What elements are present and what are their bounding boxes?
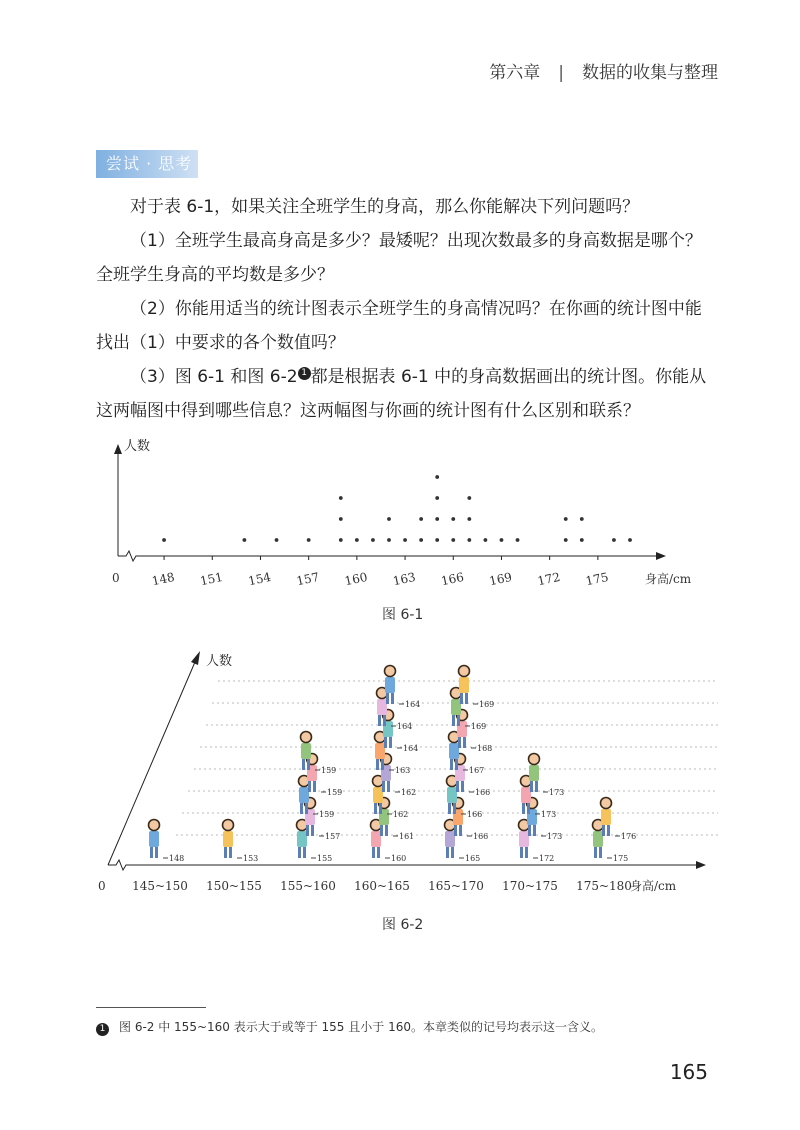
person-leg [599, 847, 602, 858]
person-leg [379, 803, 382, 814]
height-label: 176 [621, 832, 637, 841]
data-dot [435, 517, 439, 521]
person-body [299, 787, 309, 803]
person-leg [463, 737, 466, 748]
person-leg [308, 781, 311, 792]
height-label: 162 [401, 788, 417, 797]
person-leg [311, 825, 314, 836]
x-category-label: 165~170 [428, 879, 484, 893]
data-dot [419, 538, 423, 542]
person-leg [453, 803, 456, 814]
height-label: 165 [465, 854, 481, 863]
running-header [489, 58, 718, 83]
height-label: 173 [541, 810, 557, 819]
x-axis-label: 身高/cm [630, 879, 677, 893]
x-category-label: 145~150 [132, 879, 188, 893]
person-leg [451, 847, 454, 858]
origin-label: 0 [112, 571, 120, 585]
height-label: 166 [467, 810, 483, 819]
height-label: 161 [399, 832, 415, 841]
data-dot [484, 538, 488, 542]
person-leg [456, 781, 459, 792]
person-leg [387, 781, 390, 792]
person-leg [458, 737, 461, 748]
height-label: 166 [475, 788, 491, 797]
x-tick-label: 151 [198, 569, 225, 589]
height-label: 159 [321, 766, 337, 775]
person-body [375, 743, 385, 759]
x-axis-arrow [696, 861, 706, 869]
person-leg [607, 825, 610, 836]
data-dot [387, 538, 391, 542]
height-label: 166 [473, 832, 489, 841]
person-leg [302, 759, 305, 770]
person-head [149, 820, 160, 831]
person-body [377, 699, 387, 715]
height-label: 175 [613, 854, 629, 863]
person-leg [389, 737, 392, 748]
origin-label: 0 [98, 879, 106, 893]
x-category-label: 150~155 [206, 879, 262, 893]
section-tag: 尝试 · 思考 [96, 150, 198, 178]
person-head [459, 666, 470, 677]
height-label: 172 [539, 854, 555, 863]
height-label: 173 [547, 832, 563, 841]
person-leg [298, 847, 301, 858]
person-head [301, 732, 312, 743]
data-dot [451, 538, 455, 542]
person-body [297, 831, 307, 847]
height-label: 157 [325, 832, 341, 841]
person-leg [155, 847, 158, 858]
figure-6-1-dot-plot [100, 436, 700, 596]
person-leg [229, 847, 232, 858]
person-leg [381, 759, 384, 770]
footnote-divider [96, 1007, 206, 1008]
person-body [601, 809, 611, 825]
data-dot [355, 538, 359, 542]
x-tick-label: 166 [439, 569, 466, 589]
person-body [593, 831, 603, 847]
person-leg [602, 825, 605, 836]
height-label: 164 [405, 700, 421, 709]
person-leg [520, 847, 523, 858]
data-dot [307, 538, 311, 542]
person-leg [459, 825, 462, 836]
x-category-label: 155~160 [280, 879, 336, 893]
person-body [445, 831, 455, 847]
person-leg [452, 715, 455, 726]
height-label: 169 [479, 700, 495, 709]
data-dot [451, 517, 455, 521]
person-leg [385, 825, 388, 836]
person-leg [535, 781, 538, 792]
person-body [223, 831, 233, 847]
person-leg [448, 803, 451, 814]
x-axis-arrow [656, 552, 666, 560]
person-leg [530, 781, 533, 792]
height-label: 159 [319, 810, 335, 819]
height-label: 168 [477, 744, 493, 753]
person-body [371, 831, 381, 847]
question-3-start: （3）图 6-1 和图 6-2 [130, 367, 298, 387]
person-leg [450, 759, 453, 770]
person-body [385, 677, 395, 693]
person-leg [525, 847, 528, 858]
person-leg [306, 825, 309, 836]
person-leg [391, 693, 394, 704]
question-1: （1）全班学生最高身高是多少？最矮呢？出现次数最多的身高数据是哪个？全班学生身高的平均数是多少？ [96, 231, 702, 285]
data-dot [500, 538, 504, 542]
person-body [447, 787, 457, 803]
person-leg [384, 737, 387, 748]
intro-paragraph: 对于表 6-1，如果关注全班学生的身高，那么你能解决下列问题吗？ [130, 197, 640, 217]
data-dot [516, 538, 520, 542]
height-label: 164 [397, 722, 413, 731]
person-leg [527, 803, 530, 814]
footnote-marker: 1 [96, 1023, 109, 1036]
figure-6-1-caption: 图 6-1 [382, 607, 424, 623]
person-leg [305, 803, 308, 814]
person-leg [386, 693, 389, 704]
data-dot [243, 538, 247, 542]
person-leg [446, 847, 449, 858]
x-axis [118, 551, 660, 561]
footnote-ref[interactable]: 1 [298, 367, 311, 380]
person-body [301, 743, 311, 759]
height-label: 159 [327, 788, 343, 797]
data-dot [580, 538, 584, 542]
person-leg [528, 825, 531, 836]
person-leg [522, 803, 525, 814]
height-label: 163 [395, 766, 411, 775]
data-dot [467, 496, 471, 500]
person-leg [372, 847, 375, 858]
person-body [459, 677, 469, 693]
footnote-text: 图 6-2 中 155~160 表示大于或等于 155 且小于 160。本章类似的记号均表示这一含义。 [119, 1020, 603, 1034]
person-leg [455, 759, 458, 770]
x-category-label: 160~165 [354, 879, 410, 893]
person-leg [313, 781, 316, 792]
x-tick-label: 154 [246, 569, 273, 589]
person-head [385, 666, 396, 677]
person-head [601, 798, 612, 809]
data-dot [371, 538, 375, 542]
data-dot [419, 517, 423, 521]
page-number: 165 [669, 1060, 708, 1084]
person-leg [376, 759, 379, 770]
person-leg [454, 825, 457, 836]
x-tick-label: 172 [536, 569, 562, 589]
x-category-label: 170~175 [502, 879, 558, 893]
person-leg [533, 825, 536, 836]
height-label: 148 [169, 854, 185, 863]
height-label: 162 [393, 810, 409, 819]
person-body [149, 831, 159, 847]
person-leg [380, 825, 383, 836]
data-dot [387, 517, 391, 521]
y-axis-arrow [191, 651, 200, 665]
data-dot [564, 538, 568, 542]
x-tick-label: 175 [584, 569, 610, 589]
person-body [519, 831, 529, 847]
person-leg [460, 693, 463, 704]
person-leg [300, 803, 303, 814]
footnote [96, 1018, 603, 1036]
y-axis-label: 人数 [206, 654, 233, 669]
x-axis-label: 身高/cm [645, 572, 692, 586]
height-label: 169 [471, 722, 487, 731]
person-leg [374, 803, 377, 814]
person-leg [457, 715, 460, 726]
person-body [449, 743, 459, 759]
x-category-label: 175~180 [576, 879, 632, 893]
data-dot [339, 538, 343, 542]
height-label: 160 [391, 854, 407, 863]
figure-6-2-caption: 图 6-2 [382, 917, 424, 933]
data-dot [564, 517, 568, 521]
x-tick-label: 160 [343, 569, 369, 589]
question-3-rest: 都是根据表 6-1 中的身高数据画出的统计图。你能从这两幅图中得到哪些信息？这两幅图与你画的统计图有什么区别和联系？ [96, 367, 707, 421]
data-dot [339, 496, 343, 500]
x-tick-label: 163 [391, 569, 417, 589]
person-head [529, 754, 540, 765]
person-body [451, 699, 461, 715]
person-leg [383, 715, 386, 726]
person-leg [461, 781, 464, 792]
data-dot [435, 538, 439, 542]
header-separator: | [558, 63, 564, 83]
height-label: 155 [317, 854, 333, 863]
person-leg [465, 693, 468, 704]
person-leg [150, 847, 153, 858]
data-dot [580, 517, 584, 521]
data-dot [612, 538, 616, 542]
data-dot [403, 538, 407, 542]
person-leg [377, 847, 380, 858]
figure-6-2-people-chart [90, 645, 730, 905]
question-3 [96, 360, 708, 428]
chapter-number: 第六章 [489, 63, 541, 83]
x-tick-label: 169 [487, 569, 514, 589]
person-body [529, 765, 539, 781]
question-2: （2）你能用适当的统计图表示全班学生的身高情况吗？在你画的统计图中能找出（1）中要求的各个数值吗？ [96, 299, 702, 353]
data-dot [467, 517, 471, 521]
data-dot [162, 538, 166, 542]
person-body [521, 787, 531, 803]
person-leg [303, 847, 306, 858]
chapter-title: 数据的收集与整理 [582, 63, 718, 83]
height-label: 164 [403, 744, 419, 753]
person-leg [594, 847, 597, 858]
data-dot [435, 496, 439, 500]
y-axis-label: 人数 [124, 439, 151, 454]
person-leg [307, 759, 310, 770]
data-dot [435, 475, 439, 479]
height-label: 153 [243, 854, 259, 863]
data-dot [339, 517, 343, 521]
data-dot [275, 538, 279, 542]
data-dot [467, 538, 471, 542]
person-leg [224, 847, 227, 858]
person-leg [382, 781, 385, 792]
data-dot [628, 538, 632, 542]
x-tick-label: 157 [295, 569, 321, 589]
height-label: 167 [469, 766, 485, 775]
person-body [373, 787, 383, 803]
person-head [223, 820, 234, 831]
person-leg [378, 715, 381, 726]
y-axis-arrow [114, 444, 122, 454]
x-tick-label: 148 [150, 569, 176, 589]
height-label: 173 [549, 788, 565, 797]
